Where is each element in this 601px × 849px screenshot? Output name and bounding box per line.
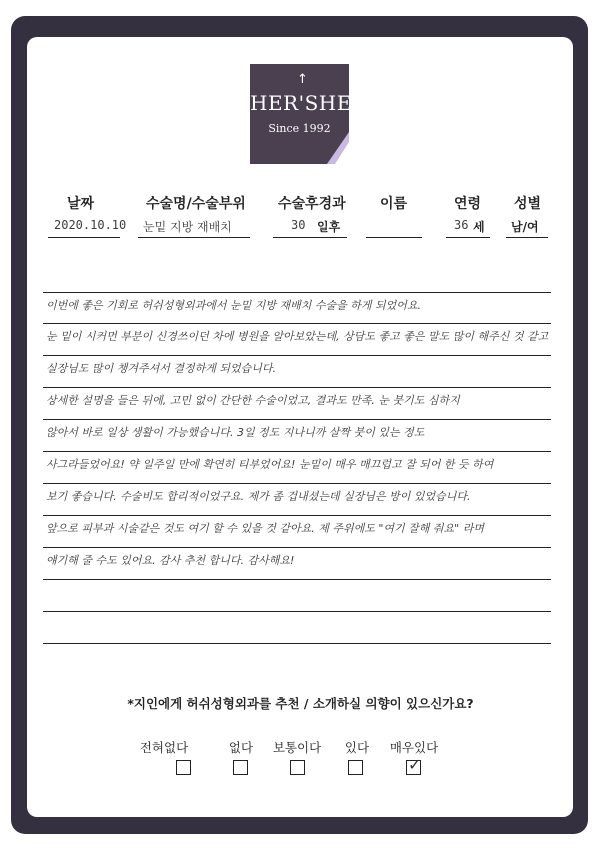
option-label-none: 전혀없다 (139, 740, 189, 755)
age-number: 36 (454, 218, 469, 232)
sex-value: 남/여 (511, 220, 539, 234)
header-sex: 성별 (514, 196, 542, 212)
logo-since: Since 1992 (268, 122, 331, 135)
age-underline (446, 237, 490, 238)
date-value: 2020.10.10 (54, 218, 127, 232)
age-unit: 세 (473, 220, 485, 234)
review-line-blank (43, 612, 551, 644)
option-checkbox-yes[interactable] (348, 760, 363, 775)
review-line: 얘기해 줄 수도 있어요. 감사 추천 합니다. 감사해요! (43, 548, 551, 580)
option-label-neutral: 보통이다 (272, 740, 322, 755)
review-line: 상세한 설명을 들은 뒤에, 고민 없이 간단한 수술이었고, 결과도 만족. 눈 붓기도 심하지 (43, 388, 551, 420)
procedure-value: 눈밑 지방 재배치 (143, 220, 232, 234)
review-text-area (43, 292, 551, 644)
checkmark-icon: ✓ (408, 755, 422, 774)
option-checkbox-no[interactable] (233, 760, 248, 775)
header-date: 날짜 (67, 196, 95, 212)
postop-underline (273, 237, 347, 238)
option-checkbox-neutral[interactable] (290, 760, 305, 775)
header-postop: 수술후경과 (278, 196, 346, 212)
option-label-very: 매우있다 (389, 740, 439, 755)
option-checkbox-none[interactable] (176, 760, 191, 775)
postop-unit: 일후 (317, 220, 341, 234)
header-age: 연령 (454, 196, 482, 212)
option-checkbox-very[interactable] (406, 755, 422, 775)
hershe-logo (250, 64, 352, 164)
review-line: 이번에 좋은 기회로 허쉬성형외과에서 눈밑 지방 재배치 수술을 하게 되었어요. (43, 292, 551, 324)
header-name: 이름 (380, 196, 408, 212)
sex-underline (506, 237, 548, 238)
postop-number: 30 (291, 218, 306, 232)
review-line: 보기 좋습니다. 수술비도 합리적이었구요. 제가 좀 겁내셨는데 실장님은 방이 있었습니다. (43, 484, 551, 516)
procedure-underline (138, 237, 250, 238)
review-line: 사그라들었어요! 약 일주일 만에 확연히 티부었어요! 눈밑이 매우 매끄럽고 잘 되어 한 듯 하여 (43, 452, 551, 484)
name-underline (366, 237, 422, 238)
review-line: 않아서 바로 일상 생활이 가능했습니다. 3일 정도 지나니까 살짝 붓이 있는 정도 (43, 420, 551, 452)
date-underline (48, 237, 120, 238)
review-line: 실장님도 많이 챙겨주셔서 결정하게 되었습니다. (43, 356, 551, 388)
review-line: 앞으로 피부과 시술같은 것도 여기 할 수 있을 것 같아요. 제 주위에도 "여기 잘해 줘요" 라며 (43, 516, 551, 548)
arrow-icon: ↑ (297, 72, 308, 87)
review-line: 눈 밑이 시커먼 부분이 신경쓰이던 차에 병원을 알아보았는데, 상담도 좋고 좋은 말도 많이 해주신 것 같고 (43, 324, 551, 356)
header-procedure: 수술명/수술부위 (146, 196, 246, 212)
review-line-blank (43, 580, 551, 612)
logo-corner-icon (327, 132, 349, 164)
recommend-question: *지인에게 허쉬성형외과를 추천 / 소개하실 의향이 있으신가요? (127, 696, 474, 711)
option-label-yes: 있다 (344, 740, 370, 755)
option-label-no: 없다 (228, 740, 254, 755)
logo-brand: HER'SHE (250, 91, 352, 115)
